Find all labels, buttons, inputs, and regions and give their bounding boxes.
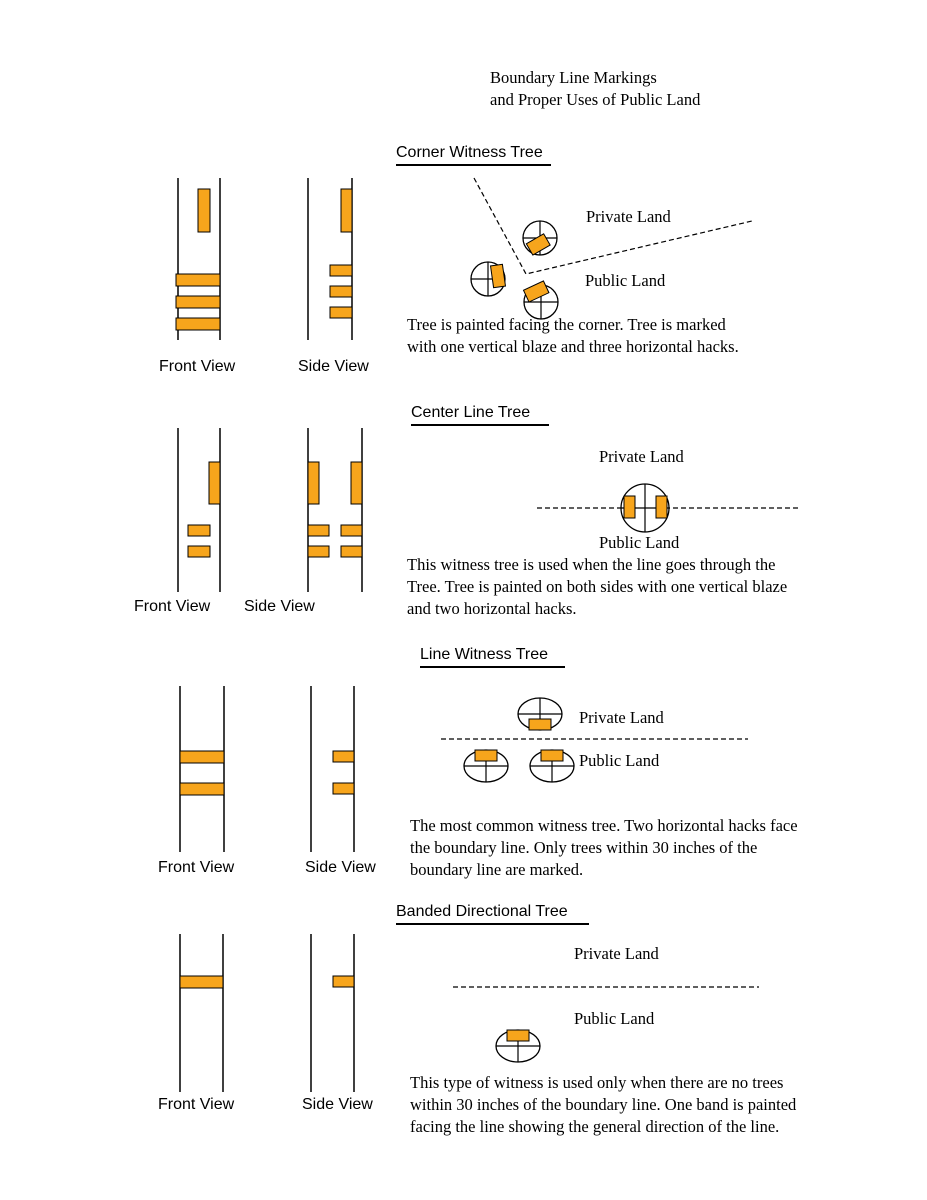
tree-symbol (464, 750, 508, 782)
corner-side-view-diagram (308, 178, 352, 340)
corner-plan-diagram (471, 178, 752, 319)
private-land-label: Private Land (599, 447, 684, 466)
side-view-label: Side View (305, 859, 376, 876)
description-line: This witness tree is used when the line goes through the (407, 555, 776, 574)
heading-banded-directional-tree: Banded Directional Tree (396, 903, 589, 925)
horizontal-band (180, 976, 223, 988)
front-view-label: Front View (158, 859, 235, 876)
banded-directional-description (410, 1072, 796, 1138)
vertical-blaze (209, 462, 220, 504)
horizontal-hack (188, 525, 210, 536)
tree-symbol (523, 221, 557, 255)
horizontal-hack (176, 274, 220, 286)
horizontal-hack (188, 546, 210, 557)
corner-witness-description (407, 314, 739, 358)
horizontal-hack (330, 265, 352, 276)
public-land-label: Public Land (599, 533, 680, 552)
corner-front-view-diagram (176, 178, 220, 340)
description-line: and two horizontal hacks. (407, 599, 577, 618)
public-land-label: Public Land (574, 1009, 655, 1028)
horizontal-hack (176, 318, 220, 330)
title-line-1: Boundary Line Markings (490, 68, 657, 87)
horizontal-band (333, 976, 354, 987)
horizontal-hack (341, 546, 362, 557)
line-witness-description (410, 815, 798, 881)
front-view-label: Front View (159, 358, 236, 375)
description-line: Tree. Tree is painted on both sides with one vertical blaze (407, 577, 788, 596)
description-line: the boundary line. Only trees within 30 inches of the (410, 838, 758, 857)
vertical-blaze (308, 462, 319, 504)
private-land-label: Private Land (586, 207, 671, 226)
tree-symbol (530, 750, 574, 782)
vertical-blaze (198, 189, 210, 232)
vertical-blaze (351, 462, 362, 504)
tree-symbol (496, 1030, 540, 1062)
description-line: boundary line are marked. (410, 860, 584, 879)
horizontal-hack (176, 296, 220, 308)
line-side-view-diagram (311, 686, 354, 852)
side-view-label: Side View (302, 1096, 373, 1113)
description-line: with one vertical blaze and three horizontal hacks. (407, 337, 739, 356)
side-view-label: Side View (298, 358, 369, 375)
line-front-view-diagram (180, 686, 224, 852)
horizontal-hack (333, 783, 354, 794)
private-land-label: Private Land (574, 944, 659, 963)
tree-symbol (518, 698, 562, 730)
center-plan-diagram (537, 484, 800, 532)
center-front-view-diagram (178, 428, 220, 592)
horizontal-hack (308, 525, 329, 536)
horizontal-hack (341, 525, 362, 536)
description-line: within 30 inches of the boundary line. One band is painted (410, 1095, 797, 1114)
horizontal-hack (180, 751, 224, 763)
front-view-label: Front View (158, 1096, 235, 1113)
horizontal-hack (330, 307, 352, 318)
tree-symbol (621, 484, 669, 532)
description-line: This type of witness is used only when there are no trees (410, 1073, 784, 1092)
description-line: The most common witness tree. Two horizontal hacks face (410, 816, 798, 835)
center-line-description (407, 554, 787, 620)
center-side-view-diagram (308, 428, 362, 592)
horizontal-hack (308, 546, 329, 557)
vertical-blaze (341, 189, 352, 232)
private-land-label: Private Land (579, 708, 664, 727)
public-land-label: Public Land (585, 271, 666, 290)
horizontal-hack (330, 286, 352, 297)
banded-front-view-diagram (180, 934, 223, 1092)
heading-line-witness-tree: Line Witness Tree (420, 646, 565, 668)
heading-center-line-tree: Center Line Tree (411, 404, 549, 426)
banded-side-view-diagram (311, 934, 354, 1092)
description-line: Tree is painted facing the corner. Tree is marked (407, 315, 726, 334)
horizontal-hack (180, 783, 224, 795)
description-line: facing the line showing the general direction of the line. (410, 1117, 780, 1136)
horizontal-hack (333, 751, 354, 762)
title-line-2: and Proper Uses of Public Land (490, 90, 701, 109)
side-view-label: Side View (244, 598, 315, 615)
public-land-label: Public Land (579, 751, 660, 770)
heading-corner-witness-tree: Corner Witness Tree (396, 144, 551, 166)
front-view-label: Front View (134, 598, 211, 615)
tree-symbol (471, 262, 505, 296)
